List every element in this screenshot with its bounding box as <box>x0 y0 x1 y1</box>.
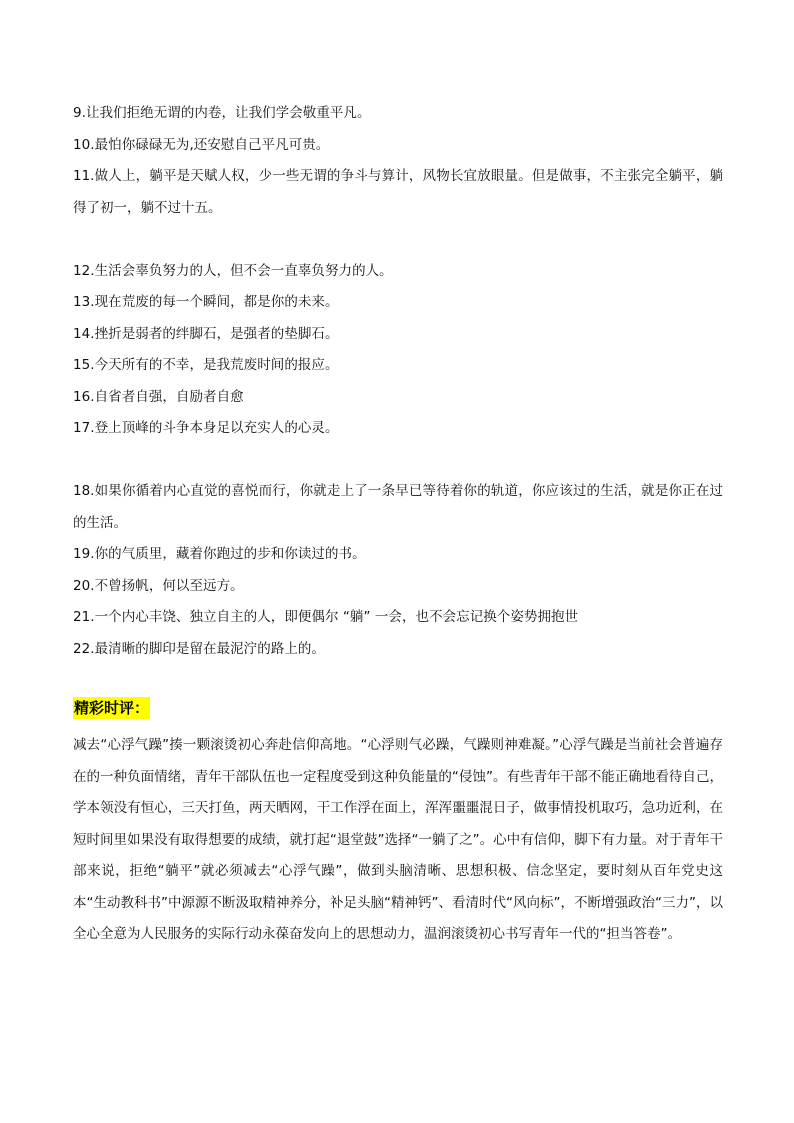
section-heading <box>73 691 723 725</box>
quote-item: 13.现在荒废的每一个瞬间，都是你的未来。 <box>73 294 339 310</box>
quote-item: 9.让我们拒绝无谓的内卷，让我们学会敬重平凡。 <box>73 105 371 121</box>
quote-item: 12.生活会辜负努力的人，但不会一直辜负努力的人。 <box>73 262 393 279</box>
quote-group-3 <box>73 476 723 665</box>
commentary-paragraph: 减去“心浮气躁”揍一颗滚烫初心奔赴信仰高地。“心浮则气必躁，气躁则神难凝。”心浮气躁是当前社会普遍存在的一种负面情绪，青年干部队伍也一定程度受到这种负能量的“侵蚀”。有些青年干部不能正确地看待自己，学本领没有恒心，三天打鱼，两天晒网，干工作浮在面上，浑浑噩噩混日子，做事情投机取巧，急功近利，在短时间里如果没有取得想要的成绩，就打起“退堂鼓”选择“一躺了之”。心中有信仰，脚下有力量。对于青年干部来说，拒绝“躺平”就必须减去“心浮气躁”，做到头脑清晰、思想积极、信念坚定，要时刻从百年党史这本“生动教科书”中源源不断汲取精神养分，补足头脑“精神钙”、看清时代“风向标”，不断增强政治“三力”，以全心全意为人民服务的实际行动永葆奋发向上的思想动力，温润滚烫初心书写青年一代的“担当答卷”。 <box>73 737 723 942</box>
quote-item: 21.一个内心丰饶、独立自主的人，即便偶尔 “躺” 一会，也不会忘记换个姿势拥抱世 <box>73 609 579 625</box>
quote-item: 18.如果你循着内心直觉的喜悦而行，你就走上了一条早已等待着你的轨道，你应该过的生活，就是你正在过的生活。 <box>73 483 723 531</box>
document-content <box>73 98 723 951</box>
quote-item: 10.最怕你碌碌无为,还安慰自己平凡可贵。 <box>73 136 330 153</box>
quote-item: 16.自省者自强，自励者自愈 <box>73 388 244 405</box>
quote-item: 17.登上顶峰的斗争本身足以充实人的心灵。 <box>73 420 339 436</box>
quote-item: 19.你的气质里，藏着你跑过的步和你读过的书。 <box>73 546 366 562</box>
section-title: 精彩时评： <box>74 699 150 717</box>
quote-item: 11.做人上，躺平是天赋人权，少一些无谓的争斗与算计，风物长宜放眼量。但是做事，不主张完全躺平，躺得了初一，躺不过十五。 <box>73 168 723 216</box>
quote-item: 14.挫折是弱者的绊脚石，是强者的垫脚石。 <box>73 325 339 342</box>
spacer <box>73 445 723 477</box>
spacer <box>73 224 723 256</box>
quote-group-2 <box>73 256 723 445</box>
quote-group-1 <box>73 98 723 224</box>
quote-item: 22.最清晰的脚印是留在最泥泞的路上的。 <box>73 640 325 657</box>
quote-item: 20.不曾扬帆，何以至远方。 <box>73 577 244 594</box>
quote-item: 15.今天所有的不幸，是我荒废时间的报应。 <box>73 357 339 373</box>
